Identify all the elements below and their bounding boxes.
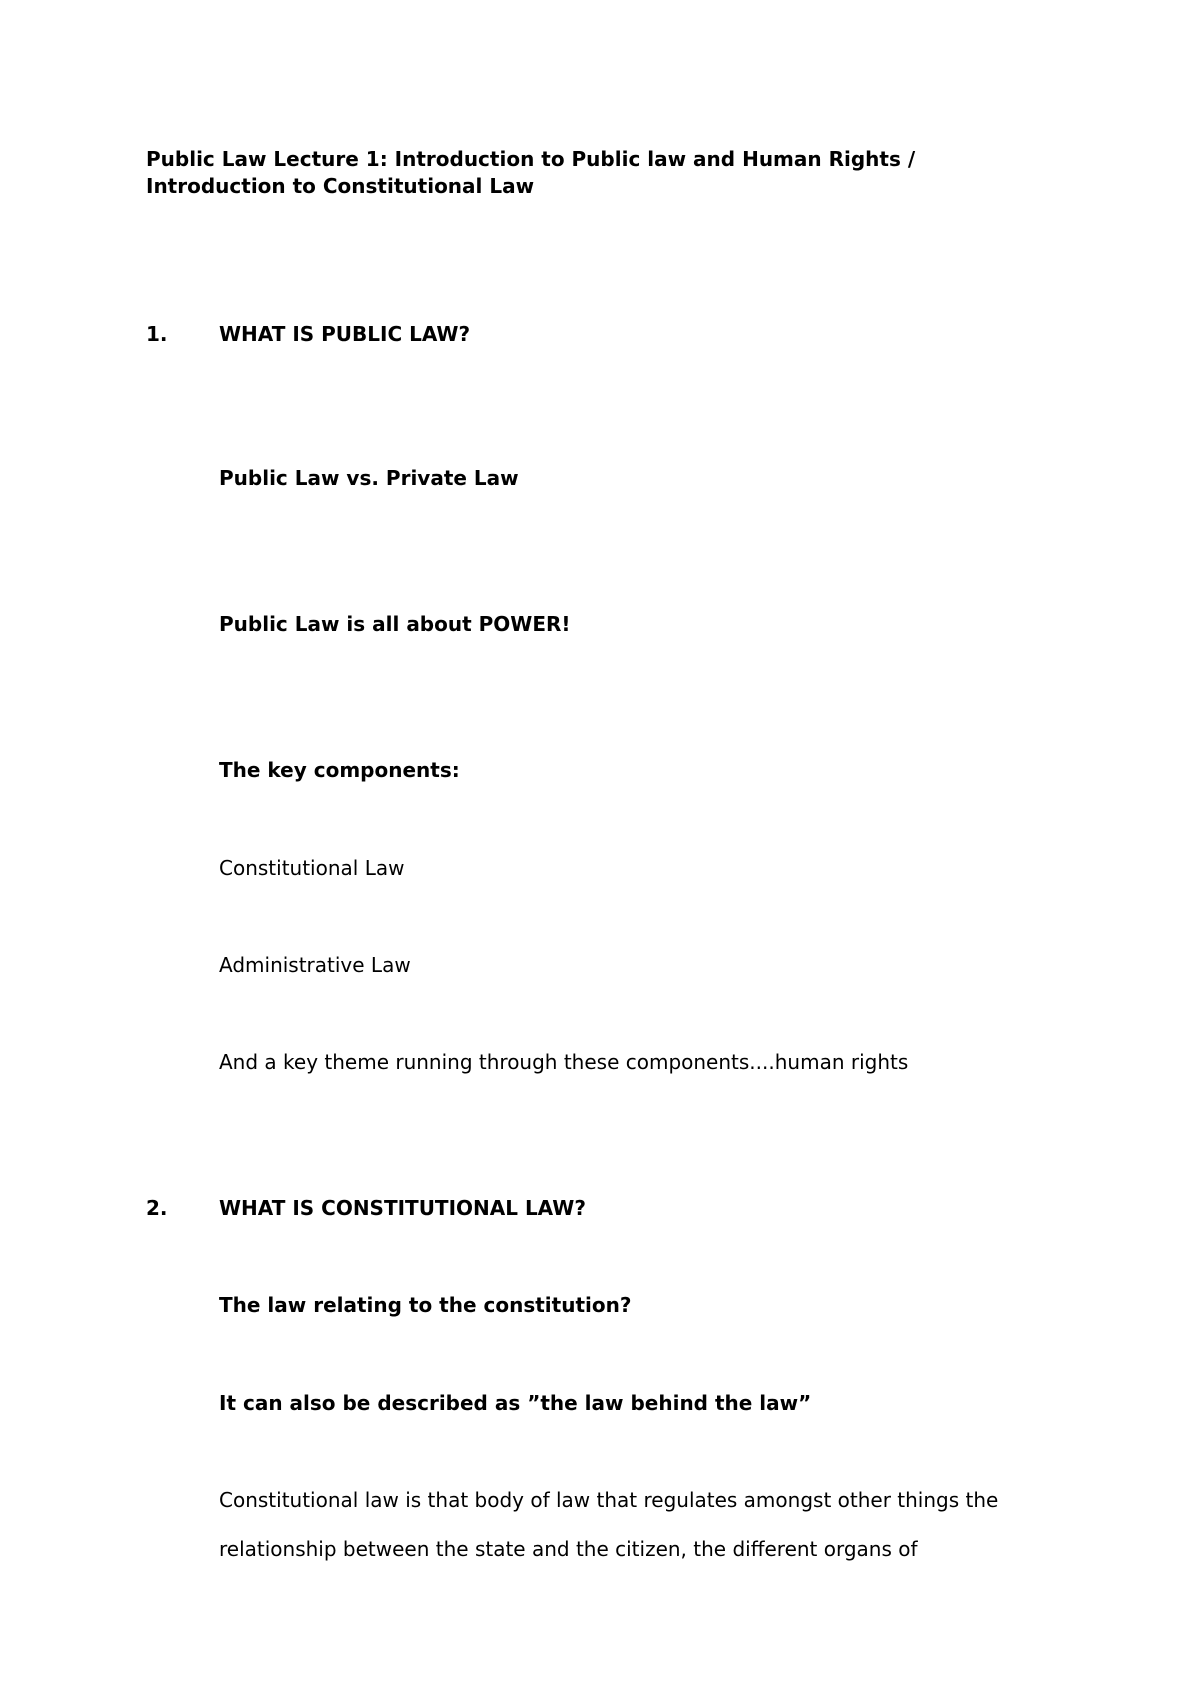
section-1-subheading-key-components: The key components: (219, 758, 460, 782)
document-title-line-2: Introduction to Constitutional Law (146, 174, 535, 198)
section-2-heading: WHAT IS CONSTITUTIONAL LAW? (219, 1196, 586, 1220)
section-1-heading: WHAT IS PUBLIC LAW? (219, 322, 471, 346)
key-theme-human-rights: And a key theme running through these components....human rights (219, 1050, 909, 1074)
section-2-subheading-law-behind-law: It can also be described as ”the law behind the law” (219, 1391, 812, 1415)
section-1-subheading-power: Public Law is all about POWER! (219, 612, 571, 636)
paragraph-line-1: Constitutional law is that body of law that regulates amongst other things the (219, 1488, 999, 1512)
section-2-subheading-relating-to-constitution: The law relating to the constitution? (219, 1293, 632, 1317)
section-1-number: 1. (146, 322, 168, 346)
document-title-line-1: Public Law Lecture 1: Introduction to Public law and Human Rights / (146, 147, 916, 171)
section-2-number: 2. (146, 1196, 168, 1220)
section-1-subheading-public-vs-private: Public Law vs. Private Law (219, 466, 519, 490)
paragraph-line-2: relationship between the state and the citizen, the different organs of (219, 1537, 918, 1561)
component-administrative-law: Administrative Law (219, 953, 411, 977)
component-constitutional-law: Constitutional Law (219, 856, 405, 880)
